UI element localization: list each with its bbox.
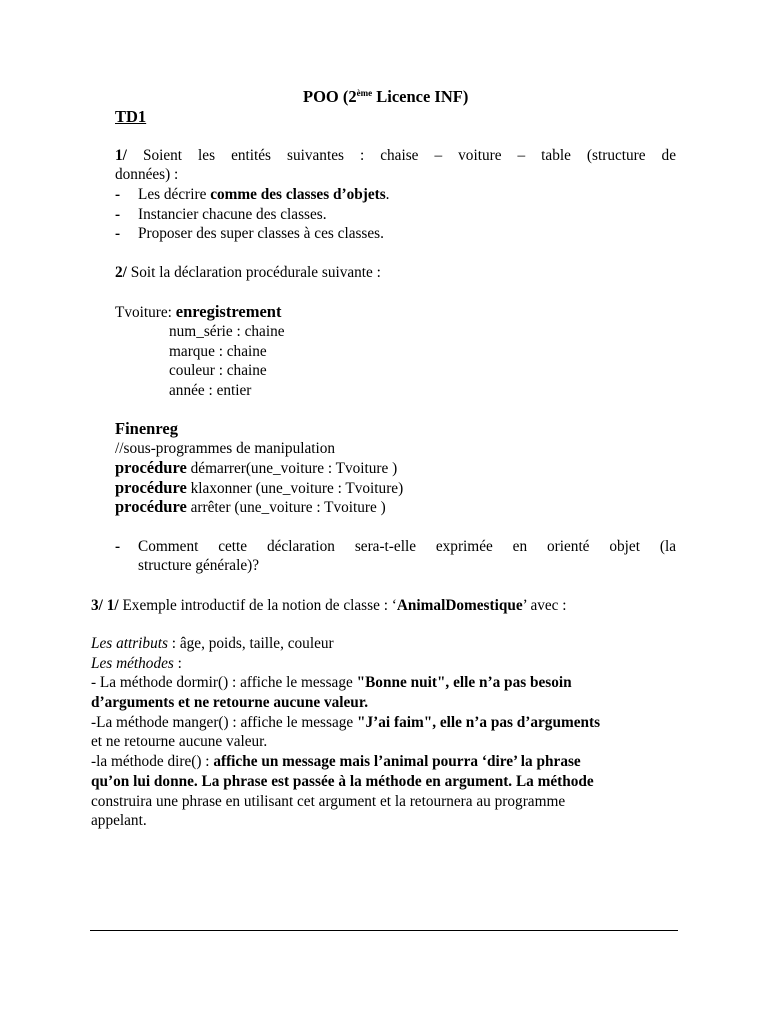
- method-text: -La méthode manger() : affiche le message: [91, 714, 358, 731]
- procedure-signature: arrêter (une_voiture : Tvoiture ): [186, 499, 386, 516]
- method-text: -la méthode dire() :: [91, 753, 214, 770]
- attributes-line: [91, 634, 334, 653]
- method-bold-text: affiche un message mais l’animal pourra ‘dire’ la phrase: [213, 753, 581, 770]
- bullet-text: Les décrire: [138, 186, 211, 203]
- q1-line2: données) :: [115, 166, 179, 183]
- class-name: AnimalDomestique: [396, 597, 523, 614]
- procedure-keyword: procédure: [115, 458, 187, 477]
- procedure-line: [115, 478, 403, 498]
- q3-intro: [91, 596, 567, 615]
- bullet-dash: -: [115, 206, 121, 223]
- procedure-signature: démarrer(une_voiture : Tvoiture ): [186, 460, 398, 477]
- q3-intro-end: ’ avec :: [522, 597, 567, 614]
- method-dire-line3: construira une phrase en utilisant cet argument et la retournera au programme: [91, 793, 566, 810]
- q1-line1: [115, 146, 676, 165]
- q2-question-line2: structure générale)?: [138, 557, 260, 574]
- field-line: couleur : chaine: [169, 362, 267, 379]
- method-dire-line1: [91, 752, 581, 771]
- q2-number: 2/: [115, 264, 127, 281]
- comment-line: //sous-programmes de manipulation: [115, 440, 336, 457]
- bullet-text: Instancier chacune des classes.: [138, 206, 327, 223]
- bullet-dash: -: [115, 538, 121, 555]
- title-prefix: POO (2: [303, 87, 357, 106]
- method-bold-text: "J’ai faim", elle n’a pas d’arguments: [357, 714, 601, 731]
- method-manger-line1: [91, 713, 600, 732]
- method-bold-text: "Bonne nuit", elle n’a pas besoin: [356, 674, 572, 691]
- document-title: [303, 87, 468, 106]
- method-dormir-line2: d’arguments et ne retourne aucune valeur.: [91, 694, 369, 711]
- method-dormir-line1: [91, 673, 572, 692]
- bullet-text: Proposer des super classes à ces classes.: [138, 225, 384, 242]
- q1-text: Soient les entités suivantes : chaise – voiture – table (structure de: [142, 147, 676, 164]
- q3-number: 3/ 1/: [91, 597, 119, 614]
- field-line: marque : chaine: [169, 343, 267, 360]
- method-dire-line2: qu’on lui donne. La phrase est passée à la méthode en argument. La méthode: [91, 773, 594, 790]
- title-superscript: ème: [356, 88, 373, 98]
- method-dire-line4: appelant.: [91, 812, 147, 829]
- q2-question-line1: Comment cette déclaration sera-t-elle exprimée en orienté objet (la: [138, 538, 676, 555]
- methods-label: Les méthodes: [91, 655, 174, 672]
- q2-intro: [115, 263, 381, 282]
- methods-colon: :: [173, 655, 182, 672]
- bullet-bold-text: comme des classes d’objets: [210, 186, 386, 203]
- type-declaration: [115, 302, 281, 322]
- title-suffix: Licence INF): [372, 87, 469, 106]
- procedure-keyword: procédure: [115, 497, 187, 516]
- method-text: - La méthode dormir() : affiche le message: [91, 674, 357, 691]
- td-heading: TD1: [115, 107, 147, 126]
- attributes-label: Les attributs: [91, 635, 168, 652]
- procedure-line: [115, 458, 397, 478]
- footer-rule: [90, 930, 678, 931]
- end-keyword: Finenreg: [115, 419, 178, 438]
- method-manger-line2: et ne retourne aucune valeur.: [91, 733, 268, 750]
- field-line: num_série : chaine: [169, 323, 285, 340]
- field-line: année : entier: [169, 382, 252, 399]
- procedure-signature: klaxonner (une_voiture : Tvoiture): [186, 480, 404, 497]
- type-label: Tvoiture:: [115, 304, 176, 321]
- procedure-keyword: procédure: [115, 478, 187, 497]
- bullet-punct: .: [385, 186, 390, 203]
- attributes-text: : âge, poids, taille, couleur: [167, 635, 334, 652]
- procedure-line: [115, 497, 386, 517]
- q3-intro-text: Exemple introductif de la notion de classe : ‘: [118, 597, 397, 614]
- methods-line: [91, 654, 182, 673]
- type-keyword: enregistrement: [175, 302, 282, 321]
- bullet-dash: -: [115, 186, 121, 203]
- q2-intro-text: Soit la déclaration procédurale suivante :: [130, 264, 381, 281]
- bullet-dash: -: [115, 225, 121, 242]
- q1-number: 1/: [115, 147, 127, 164]
